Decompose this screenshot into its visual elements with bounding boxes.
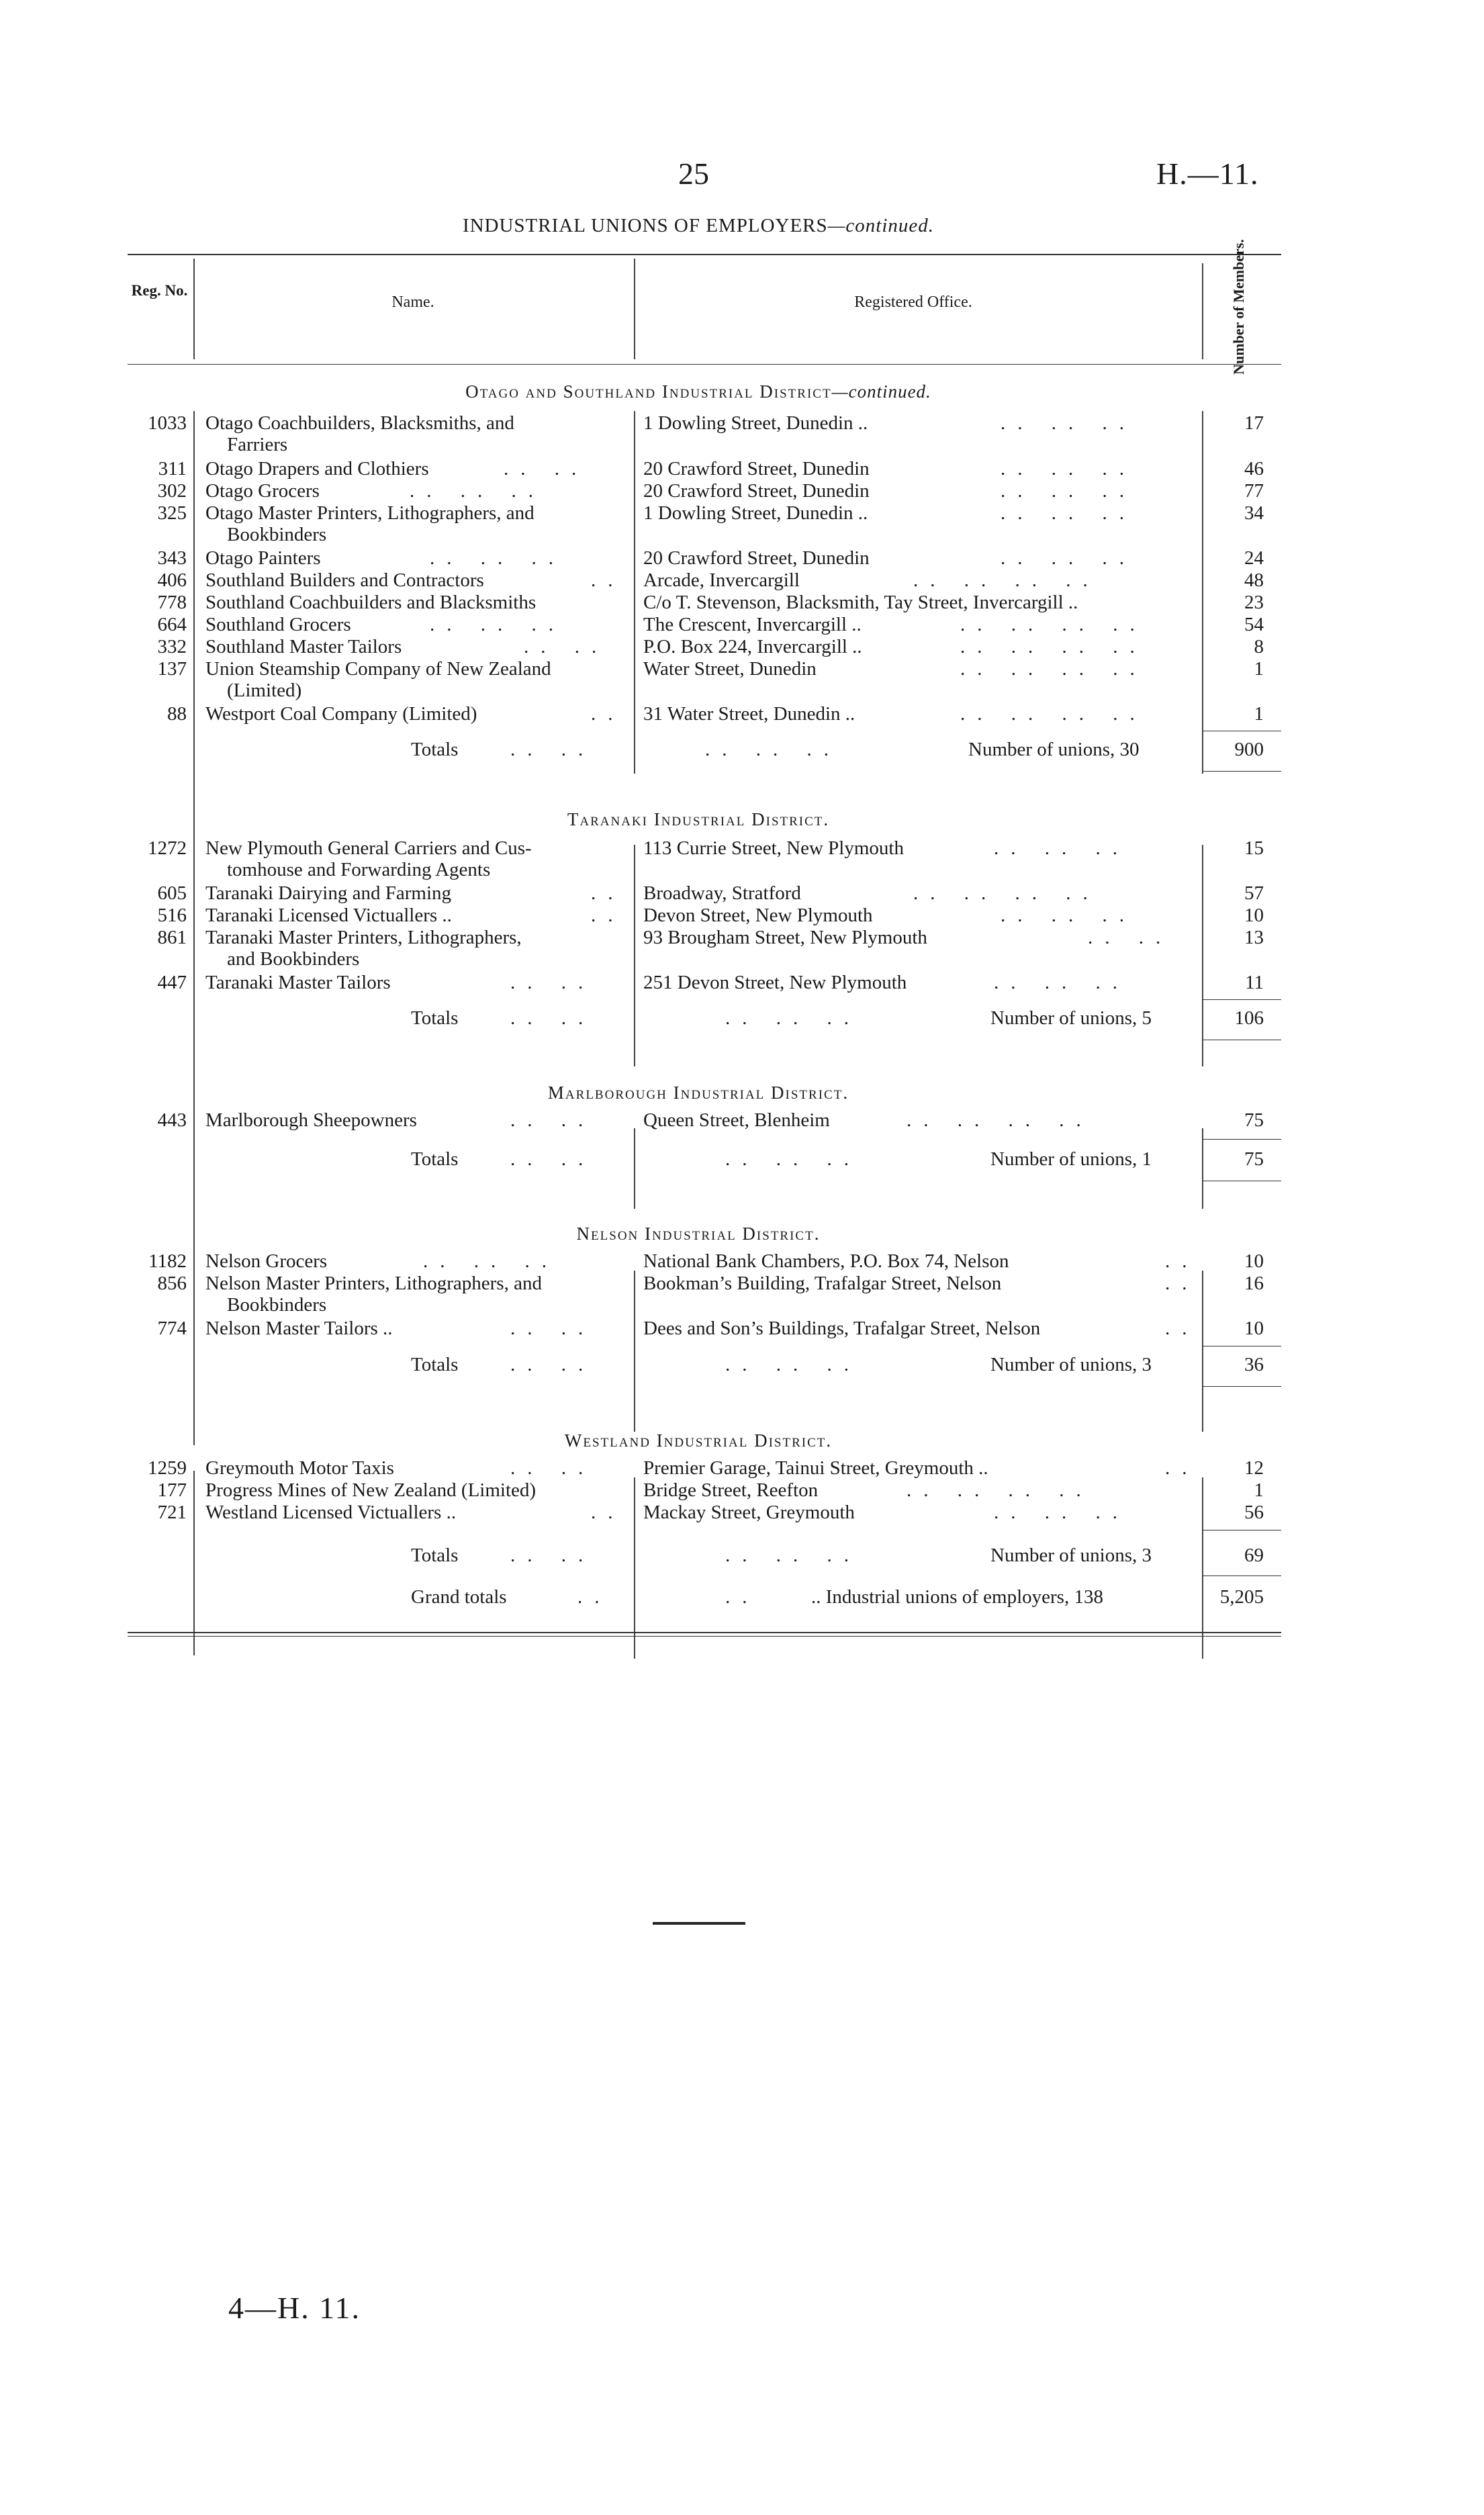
registered-office: Premier Garage, Tainui Street, Greymouth .. [643, 1457, 988, 1479]
section-title-text: Otago and Southland Industrial District [465, 381, 832, 402]
union-name-line: Taranaki Master Printers, Lithographers, [205, 927, 522, 948]
union-name [205, 569, 622, 591]
totals-rule [1202, 1139, 1281, 1140]
reg-no: 774 [157, 1318, 187, 1339]
reg-no: 1033 [148, 412, 187, 434]
dot-leader: .. [591, 905, 625, 926]
member-count: 48 [1244, 569, 1264, 591]
dot-leader: .. .. [510, 1545, 596, 1566]
member-count: 34 [1244, 502, 1264, 524]
dot-leader: .. .. [510, 739, 596, 760]
registered-office: 93 Brougham Street, New Plymouth [643, 927, 927, 948]
dot-leader: .. .. .. [994, 1502, 1129, 1523]
union-count: Number of unions, 30 [968, 739, 1140, 760]
dot-leader: .. [1165, 1457, 1199, 1479]
union-name-line: Southland Builders and Contractors [205, 569, 484, 591]
section-title-taranaki [0, 809, 1397, 830]
dot-leader: .. .. [504, 458, 589, 479]
dot-leader: .. .. .. [725, 1007, 861, 1029]
dot-leader: .. .. [510, 972, 596, 993]
column-divider [193, 411, 195, 1445]
dot-leader: .. .. .. [430, 547, 565, 569]
member-count: 10 [1244, 1318, 1264, 1339]
dot-leader: .. .. .. .. [960, 636, 1147, 657]
dot-leader: .. .. .. .. [960, 614, 1147, 635]
registered-office: 251 Devon Street, New Plymouth [643, 972, 907, 993]
union-name-line: Otago Painters [205, 547, 321, 569]
reg-no: 1272 [148, 837, 187, 859]
members-total: 69 [1244, 1545, 1264, 1566]
registered-office: C/o T. Stevenson, Blacksmith, Tay Street, Invercargill .. [643, 592, 1078, 613]
union-name-line: Taranaki Master Tailors [205, 972, 391, 993]
header-number-of-members [1202, 239, 1283, 375]
header-registered-office: Registered Office. [854, 293, 972, 311]
dot-leader: .. .. .. .. [907, 1479, 1093, 1501]
header-reg-no: Reg. No. [131, 282, 188, 299]
member-count: 77 [1244, 480, 1264, 502]
member-count: 57 [1244, 882, 1264, 904]
section-title-marlborough [0, 1083, 1397, 1103]
reg-no: 137 [157, 658, 187, 680]
dot-leader: .. [1165, 1273, 1199, 1294]
union-name-line: and Bookbinders [227, 948, 360, 970]
column-divider [1202, 845, 1203, 1066]
union-name-line: Otago Grocers [205, 480, 320, 502]
dot-leader: .. .. [524, 636, 609, 657]
dot-leader: .. .. .. [1001, 905, 1136, 926]
page-number: 25 [678, 156, 709, 191]
totals-rule [1202, 771, 1281, 772]
table-bottom-rule [128, 1632, 1281, 1633]
dot-leader: .. .. .. [1001, 458, 1136, 479]
reg-no: 1182 [148, 1250, 187, 1272]
dot-leader: .. .. .. [705, 739, 841, 760]
member-count: 54 [1244, 614, 1264, 635]
section-title-text: Marlborough Industrial District. [547, 1083, 849, 1103]
registered-office: P.O. Box 224, Invercargill .. [643, 636, 862, 657]
member-count: 1 [1254, 1479, 1264, 1501]
union-name-line: Bookbinders [227, 524, 327, 545]
registered-office: Queen Street, Blenheim [643, 1109, 830, 1131]
member-count: 13 [1244, 927, 1264, 948]
union-name-line: Marlborough Sheepowners [205, 1109, 417, 1131]
member-count: 11 [1245, 972, 1264, 993]
dot-leader: .. .. [1088, 927, 1173, 948]
dot-leader: .. .. .. [994, 837, 1129, 859]
union-name-line: Westland Licensed Victuallers .. [205, 1502, 457, 1523]
column-divider [634, 1271, 635, 1432]
member-count: 15 [1244, 837, 1264, 859]
totals-label: Totals [411, 739, 459, 760]
table-bottom-rule [128, 1636, 1281, 1637]
reg-no: 88 [167, 703, 187, 725]
header-members-text: Number of Members. [1230, 239, 1247, 375]
totals-rule [1202, 1386, 1281, 1387]
header-top-rule [128, 254, 1281, 255]
registered-office: 20 Crawford Street, Dunedin [643, 480, 870, 502]
union-name [205, 658, 622, 701]
registered-office: Broadway, Stratford [643, 882, 801, 904]
union-name-line: Nelson Grocers [205, 1250, 328, 1272]
union-name-line: Farriers [227, 434, 288, 455]
union-name-line: Southland Grocers [205, 614, 351, 635]
union-name [205, 1273, 622, 1316]
union-name-line: Bookbinders [227, 1294, 327, 1316]
registered-office: Water Street, Dunedin [643, 658, 817, 680]
reg-no: 721 [157, 1502, 187, 1523]
column-divider [634, 411, 635, 774]
totals-label: Totals [411, 1354, 459, 1375]
union-name [205, 1250, 622, 1272]
members-total: 36 [1244, 1354, 1264, 1375]
column-divider [193, 1471, 195, 1655]
dot-leader: .. .. .. .. [907, 1109, 1093, 1131]
member-count: 56 [1244, 1502, 1264, 1523]
reg-no: 664 [157, 614, 187, 635]
dot-leader: .. .. .. [423, 1250, 559, 1272]
registered-office: Bridge Street, Reefton [643, 1479, 819, 1501]
dot-leader: .. .. [510, 1354, 596, 1375]
column-divider [193, 259, 195, 359]
section-title-text: Taranaki Industrial District. [567, 809, 830, 829]
footer-reference: 4—H. 11. [228, 2291, 361, 2325]
dot-leader: .. .. .. [1001, 480, 1136, 502]
member-count: 10 [1244, 905, 1264, 926]
registered-office: 20 Crawford Street, Dunedin [643, 547, 870, 569]
union-name-line: Otago Master Printers, Lithographers, and [205, 502, 535, 524]
dot-leader: .. .. [510, 1007, 596, 1029]
dot-leader: .. [1165, 1250, 1199, 1272]
union-name-line: Westport Coal Company (Limited) [205, 703, 477, 725]
reg-no: 332 [157, 636, 187, 657]
totals-label: Totals [411, 1148, 459, 1170]
union-name [205, 927, 622, 970]
dot-leader: .. [591, 882, 625, 904]
reg-no: 1259 [148, 1457, 187, 1479]
member-count: 17 [1244, 412, 1264, 434]
registered-office: 1 Dowling Street, Dunedin .. [643, 502, 868, 524]
union-name [205, 1479, 622, 1501]
dot-leader: .. .. .. [994, 972, 1129, 993]
member-count: 10 [1244, 1250, 1264, 1272]
dot-leader: .. [1165, 1318, 1199, 1339]
dot-leader: .. .. .. [1001, 412, 1136, 434]
section-title-otago-southland [0, 381, 1397, 402]
union-name-line: Otago Coachbuilders, Blacksmiths, and [205, 412, 514, 434]
union-name-line: (Limited) [227, 680, 302, 701]
reg-no: 343 [157, 547, 187, 569]
column-divider [634, 259, 635, 359]
members-total: 75 [1244, 1148, 1264, 1170]
dot-leader: .. .. [510, 1457, 596, 1479]
union-name-line: Taranaki Licensed Victuallers .. [205, 905, 452, 926]
members-total: 900 [1234, 739, 1264, 760]
member-count: 1 [1254, 658, 1264, 680]
registered-office: 31 Water Street, Dunedin .. [643, 703, 855, 725]
union-name-line: Southland Master Tailors [205, 636, 402, 657]
union-name [205, 592, 622, 613]
totals-rule [1202, 1575, 1281, 1576]
member-count: 1 [1254, 703, 1264, 725]
registered-office: Bookman’s Building, Trafalgar Street, Nelson [643, 1273, 1002, 1294]
column-divider [1202, 1271, 1203, 1432]
reg-no: 778 [157, 592, 187, 613]
union-name [205, 905, 622, 926]
table-title [0, 215, 1397, 237]
registered-office: Dees and Son’s Buildings, Trafalgar Street, Nelson [643, 1318, 1041, 1339]
column-divider [1202, 411, 1203, 774]
dot-leader: .. .. [510, 1318, 596, 1339]
member-count: 16 [1244, 1273, 1264, 1294]
union-count: Number of unions, 1 [990, 1148, 1152, 1170]
section-title-nelson [0, 1224, 1397, 1244]
column-divider [634, 845, 635, 1066]
union-count: Number of unions, 3 [990, 1354, 1152, 1375]
union-name-line: Nelson Master Printers, Lithographers, and [205, 1273, 542, 1294]
registered-office: 1 Dowling Street, Dunedin .. [643, 412, 868, 434]
reg-no: 443 [157, 1109, 187, 1131]
dot-leader: .. .. .. [725, 1354, 861, 1375]
union-name [205, 703, 622, 725]
dot-leader: .. .. .. .. [913, 882, 1100, 904]
dot-leader: .. [591, 569, 625, 591]
member-count: 12 [1244, 1457, 1264, 1479]
members-total: 106 [1234, 1007, 1264, 1029]
dot-leader: .. .. .. [1001, 502, 1136, 524]
document-reference: H.—11. [1156, 156, 1259, 191]
registered-office: 113 Currie Street, New Plymouth [643, 837, 904, 859]
union-name [205, 882, 622, 904]
dot-leader: .. .. .. [725, 1148, 861, 1170]
totals-label: Totals [411, 1545, 459, 1566]
registered-office: 20 Crawford Street, Dunedin [643, 458, 870, 479]
section-title-text: Westland Industrial District. [564, 1430, 833, 1451]
dot-leader: .. [725, 1586, 759, 1608]
union-count: Number of unions, 5 [990, 1007, 1152, 1029]
member-count: 46 [1244, 458, 1264, 479]
dot-leader: .. [577, 1586, 612, 1608]
dot-leader: .. .. .. [410, 480, 545, 502]
union-name [205, 502, 622, 545]
dot-leader: .. .. .. .. [913, 569, 1100, 591]
union-name [205, 412, 622, 455]
table-title-suffix: —continued. [827, 215, 935, 236]
member-count: 8 [1254, 636, 1264, 657]
member-count: 24 [1244, 547, 1264, 569]
grand-totals-label: Grand totals [411, 1586, 507, 1608]
union-name-line: Otago Drapers and Clothiers [205, 458, 429, 479]
dot-leader: .. [591, 1502, 625, 1523]
section-title-text: Nelson Industrial District. [576, 1224, 821, 1244]
union-name-line: Nelson Master Tailors .. [205, 1318, 393, 1339]
reg-no: 302 [157, 480, 187, 502]
reg-no: 447 [157, 972, 187, 993]
reg-no: 856 [157, 1273, 187, 1294]
reg-no: 406 [157, 569, 187, 591]
registered-office: National Bank Chambers, P.O. Box 74, Nelson [643, 1250, 1009, 1272]
union-name-line: New Plymouth General Carriers and Cus- [205, 837, 532, 859]
grand-union-count: .. Industrial unions of employers, 138 [811, 1586, 1103, 1608]
union-name [205, 1502, 622, 1523]
union-name-line: Southland Coachbuilders and Blacksmiths [205, 592, 537, 613]
member-count: 23 [1244, 592, 1264, 613]
reg-no: 516 [157, 905, 187, 926]
reg-no: 861 [157, 927, 187, 948]
section-title-suffix: —continued. [831, 381, 931, 402]
union-name-line: Union Steamship Company of New Zealand [205, 658, 551, 680]
reg-no: 177 [157, 1479, 187, 1501]
union-name-line: Taranaki Dairying and Farming [205, 882, 451, 904]
reg-no: 605 [157, 882, 187, 904]
dot-leader: .. .. .. [430, 614, 565, 635]
registered-office: The Crescent, Invercargill .. [643, 614, 862, 635]
column-divider [634, 1128, 635, 1209]
table-title-text: INDUSTRIAL UNIONS OF EMPLOYERS [462, 215, 828, 236]
registered-office: Devon Street, New Plymouth [643, 905, 873, 926]
registered-office: Mackay Street, Greymouth [643, 1502, 855, 1523]
dot-leader: .. .. [510, 1148, 596, 1170]
dot-leader: .. .. .. [725, 1545, 861, 1566]
registered-office: Arcade, Invercargill [643, 569, 800, 591]
grand-members-total: 5,205 [1219, 1586, 1264, 1608]
member-count: 75 [1244, 1109, 1264, 1131]
column-divider [1202, 263, 1203, 359]
column-divider [1202, 1128, 1203, 1209]
dot-leader: .. .. .. .. [960, 703, 1147, 725]
totals-rule [1202, 999, 1281, 1000]
section-title-westland [0, 1430, 1397, 1451]
decorative-rule [653, 1922, 745, 1925]
dot-leader: .. .. .. [1001, 547, 1136, 569]
dot-leader: .. .. [510, 1109, 596, 1131]
reg-no: 325 [157, 502, 187, 524]
union-count: Number of unions, 3 [990, 1545, 1152, 1566]
union-name-line: Greymouth Motor Taxis [205, 1457, 394, 1479]
union-name-line: Progress Mines of New Zealand (Limited) [205, 1479, 537, 1501]
reg-no: 311 [158, 458, 187, 479]
dot-leader: .. [591, 703, 625, 725]
totals-label: Totals [411, 1007, 459, 1029]
union-name-line: tomhouse and Forwarding Agents [227, 859, 491, 880]
header-name: Name. [391, 293, 434, 311]
dot-leader: .. .. .. .. [960, 658, 1147, 680]
header-bottom-rule [128, 364, 1281, 365]
union-name [205, 837, 622, 880]
